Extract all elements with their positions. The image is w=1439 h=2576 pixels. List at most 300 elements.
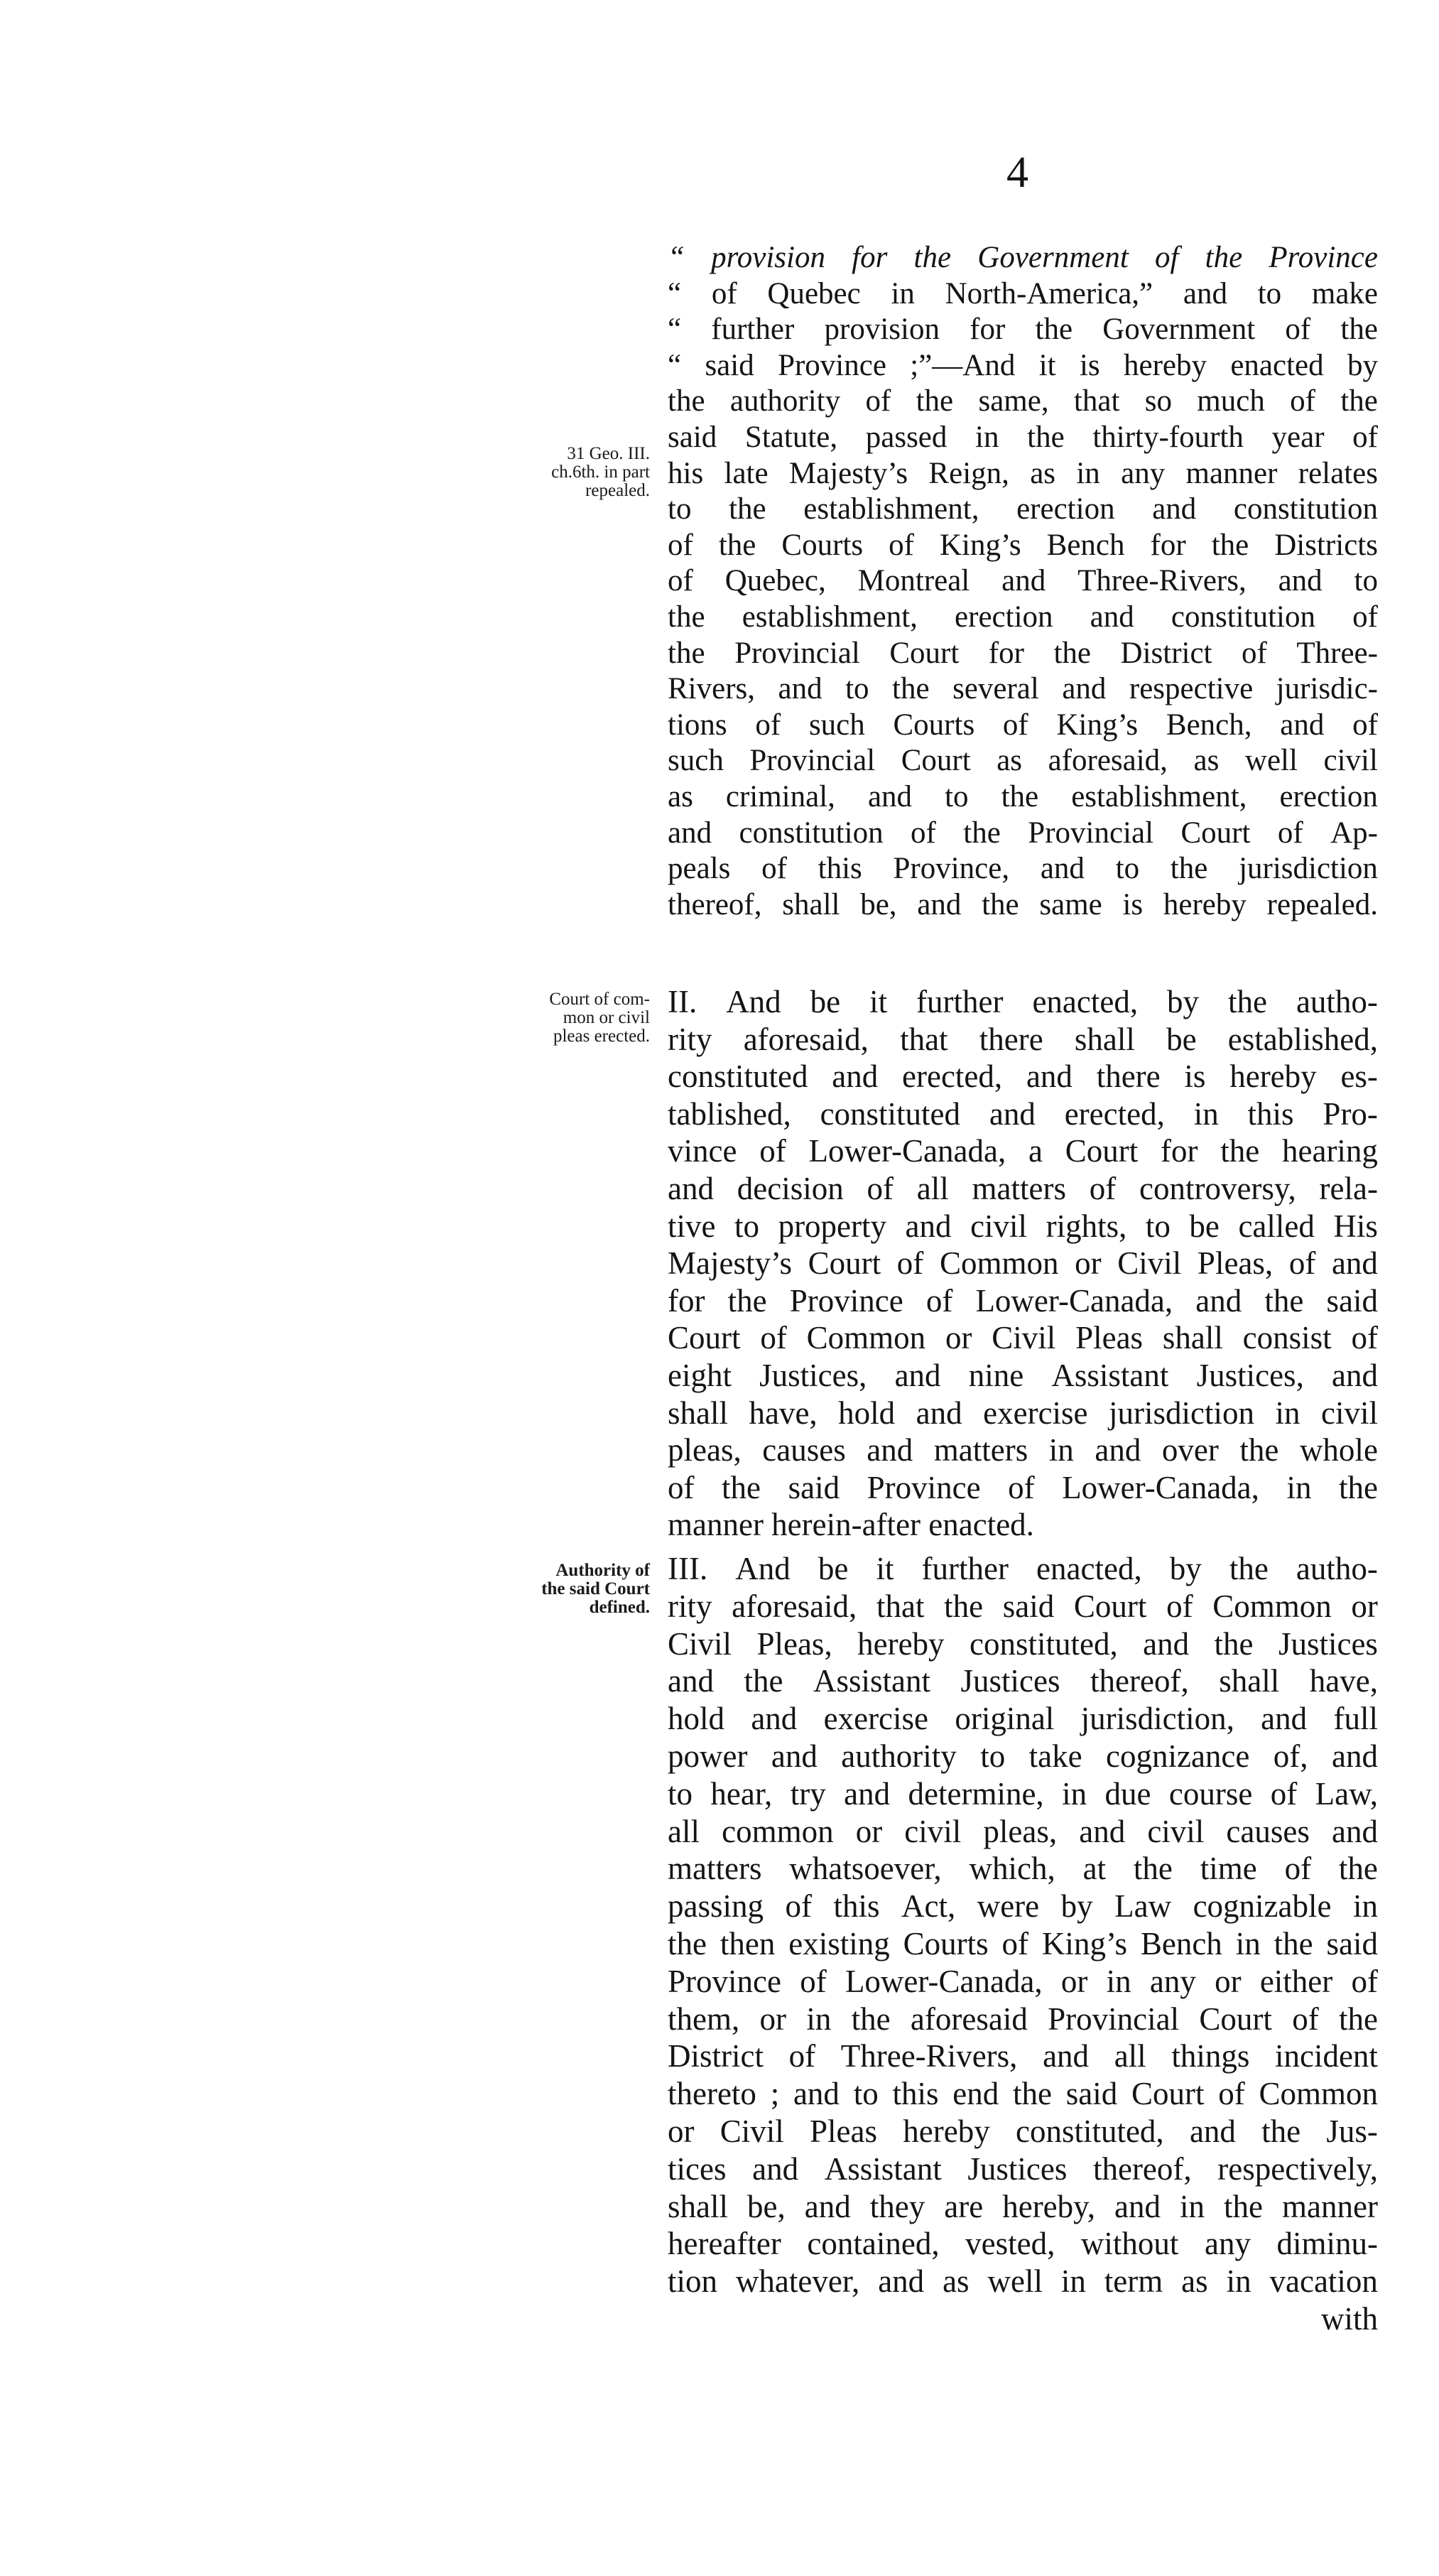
word: of [760,1320,787,1356]
text-line [668,312,1378,348]
word: peals [668,852,731,886]
word: established, [1227,1021,1378,1057]
word: the [1239,1432,1279,1468]
word: any [1204,2226,1251,2262]
text-line [668,1588,1378,1625]
marginal-note-authority [501,1562,650,1617]
word: rity [668,1021,712,1057]
word: and [1043,2038,1090,2074]
word: which, [969,1851,1055,1887]
word: existing [788,1925,890,1961]
word: the [916,384,954,418]
word: that [900,1021,948,1057]
word: thereof, [1090,1663,1189,1699]
word: and [668,1170,714,1206]
word: whatever, [735,2263,860,2300]
word: Three-Rivers, [840,2038,1018,2074]
word: same [1039,887,1102,921]
word: in [1286,1469,1312,1505]
word: And [735,1551,791,1586]
word: hereby [1123,348,1207,382]
word: and [804,2188,851,2224]
word: civil [1323,744,1378,778]
word: in [1062,1775,1087,1812]
word: and [1001,564,1046,598]
word: Pro- [1323,1095,1378,1132]
word: Quebec [767,276,861,310]
text-line [668,1888,1378,1925]
word: and [1278,564,1323,598]
text-line [668,2150,1378,2188]
word: of [1290,384,1315,418]
word: for [1161,1133,1198,1169]
word: or [1075,1245,1102,1282]
word: hearing [1282,1133,1378,1169]
word: in [1235,1925,1261,1961]
word: Bench [1140,1925,1222,1961]
word: hereby [903,2113,990,2149]
word: or [668,2113,695,2149]
word: Common [1212,1588,1332,1624]
word: or [855,1813,883,1849]
word: decision [737,1170,844,1206]
word: eight [668,1357,732,1393]
word: Court [1180,816,1251,850]
word: of [1218,2076,1245,2112]
word: and [917,887,962,921]
word: hereafter [668,2226,781,2262]
word: to [853,2076,879,2112]
text-line [668,276,1378,313]
word: the [668,384,705,418]
word: the [944,1588,984,1624]
word: of [1352,708,1378,742]
word: the [744,1663,783,1699]
word: and [1040,852,1085,886]
word: shall [1219,1663,1280,1699]
word: said [1065,2076,1118,2112]
word: the [729,492,766,526]
word: to [734,1208,760,1244]
marginal-note-line: 31 Geo. III. [567,444,650,463]
word: of [1288,1245,1316,1282]
word: all [668,1813,700,1849]
word: of [759,1133,786,1169]
word: further [921,1551,1009,1586]
word: Law, [1315,1775,1378,1812]
word: Common [939,1245,1059,1282]
word: is [1184,1059,1206,1095]
word: for [668,1282,705,1319]
word: nine [968,1357,1024,1393]
word: time [1200,1851,1257,1887]
word: as [943,2263,970,2300]
section-iii-paragraph [668,1550,1378,2338]
word: such [668,744,724,778]
word: that [1073,384,1120,418]
word: provision [711,241,825,274]
word: King’s [1056,708,1139,742]
word: of [896,1245,924,1282]
word: and [668,816,712,850]
word: the [851,2001,891,2037]
word: the [1170,852,1208,886]
word: respectively, [1217,2150,1378,2187]
word: the [1340,384,1378,418]
word: power [668,1738,748,1774]
word: said [1326,1282,1378,1319]
word: or [1060,1963,1088,1999]
word: thirty-fourth [1092,420,1244,454]
word: hold [838,1395,896,1431]
word: thereto [668,2076,756,2112]
word: Reign, [928,456,1009,490]
word: whatsoever, [789,1851,942,1887]
word: of [1242,636,1267,670]
word: without [1080,2226,1179,2262]
word: any [1121,456,1166,490]
word: several [952,672,1039,706]
word: Courts [893,708,975,742]
word: civil [970,1208,1028,1244]
word: be, [747,2188,786,2224]
word: for [1150,528,1186,562]
word: and [894,1357,941,1393]
word: King’s [1041,1925,1127,1961]
statute-continuation-paragraph [668,240,1378,923]
word: controversy, [1139,1170,1296,1206]
text-line [668,1550,1378,1588]
word: of [788,2038,816,2074]
text-line [668,1738,1378,1775]
word: and [1332,1357,1378,1393]
word: civil [1147,1813,1205,1849]
word: the [1027,420,1065,454]
word: in [975,420,999,454]
word: vince [668,1133,737,1169]
word: diminu- [1276,2226,1378,2262]
word: Court [889,636,960,670]
word: Provincial [1028,816,1154,850]
word: so [1144,384,1172,418]
word: there [979,1021,1043,1057]
text-line [668,1850,1378,1888]
word: causes [1226,1813,1310,1849]
word: constituted [820,1095,961,1132]
text-line [668,1095,1378,1133]
text-line [668,1319,1378,1357]
word: exercise [983,1395,1088,1431]
word: for [970,313,1006,347]
word: causes [762,1432,846,1468]
word: Act, [901,1888,956,1925]
word: it [1038,348,1056,382]
word: constituted, [1015,2113,1164,2149]
word: Lower-Canada, [808,1133,1006,1169]
text-line [668,743,1378,779]
word: the [1133,1851,1173,1887]
word: cognizance [1106,1738,1250,1774]
word: and [1280,708,1325,742]
word: full [1333,1701,1378,1737]
text-line [668,1662,1378,1700]
word: establishment, [803,492,979,526]
word: in [1180,2188,1205,2224]
word: and [905,1208,952,1244]
word: of [867,1170,894,1206]
word: shall [668,1395,728,1431]
text-line [668,384,1378,420]
word: by [1060,1888,1093,1925]
word: Assistant [824,2150,942,2187]
word: enacted [1230,348,1324,382]
word: of [925,1282,953,1319]
text-line [668,1357,1378,1395]
word: Ap- [1330,816,1378,850]
word: as [1193,744,1220,778]
word: of [1351,1963,1378,1999]
word: by [1167,984,1200,1019]
word: at [1082,1851,1107,1887]
word: make [1311,276,1378,310]
text-line [668,1469,1378,1507]
word: the [1012,2076,1052,2112]
word: jurisdiction [1239,852,1378,886]
text-line [668,983,1378,1021]
word: Assistant [813,1663,931,1699]
word: the [913,241,952,274]
word: civil [1321,1395,1378,1431]
word: Pleas [810,2113,878,2149]
word: to [1354,564,1378,598]
word: are [944,2188,984,2224]
word: criminal, [725,779,835,813]
word: and [1090,600,1134,634]
word: Government [1102,313,1256,347]
word: of [1352,600,1378,634]
word: and [752,2150,799,2187]
word: Bench, [1166,708,1252,742]
text-line [668,563,1378,600]
word: the [1205,241,1243,274]
word: over [1161,1432,1219,1468]
text-line [668,456,1378,492]
word: of [800,1963,827,1999]
word: Civil [992,1320,1056,1356]
word: Three-Rivers, [1077,564,1247,598]
text-line [668,1208,1378,1245]
word: or [1351,1588,1378,1624]
word: hereby, [1002,2188,1095,2224]
word: III. [668,1551,708,1586]
word: consist [1242,1320,1332,1356]
word: hereby [857,1625,945,1662]
word: Court [1199,2001,1272,2037]
word: repealed. [1266,887,1378,921]
word: and [1026,1059,1073,1095]
text-line [668,2225,1378,2263]
word: such [808,708,865,742]
word: Government [977,241,1129,274]
word: the [963,816,1001,850]
word: of [668,564,693,598]
word: in [1076,456,1100,490]
word: exercise [823,1701,929,1737]
word: and [1331,1245,1378,1282]
text-line [668,492,1378,528]
word: autho- [1296,984,1378,1019]
catchword: with [1320,2300,1378,2337]
word: the [1340,313,1378,347]
word: Pleas, [1197,1245,1274,1282]
word: things [1171,2038,1250,2074]
word: called [1238,1208,1315,1244]
word: and [867,1432,913,1468]
word: Montreal [857,564,970,598]
word: es- [1340,1059,1378,1095]
word: of [1008,1469,1035,1505]
word: of [711,276,737,310]
word: shall [668,2188,728,2224]
word: Court [901,744,971,778]
word: be [818,1551,849,1586]
word: of [1284,1851,1312,1887]
word: manner [1282,2188,1378,2224]
word: of [865,384,891,418]
word: the [1339,2001,1378,2037]
word: and [989,1095,1036,1132]
word: jurisdiction, [1080,1701,1234,1737]
word: term [1104,2263,1163,2300]
word: for [988,636,1024,670]
word: Common [806,1320,926,1356]
word: and [1189,2113,1236,2149]
word: further [916,984,1004,1019]
word: and [1114,2188,1161,2224]
text-line [668,2263,1378,2300]
word: the [1224,2188,1264,2224]
word: erection [955,600,1053,634]
word: aforesaid, [1048,744,1168,778]
word: said [1002,1588,1055,1624]
text-line [668,1132,1378,1170]
marginal-note-line: defined. [589,1598,650,1617]
word: civil [904,1813,962,1849]
word: II. [668,984,697,1019]
word: to [668,1775,693,1812]
text-line [668,1775,1378,1813]
word: His [1333,1208,1378,1244]
word: respective [1129,672,1254,706]
word: in [1106,1963,1131,1999]
word: District [668,2038,764,2074]
word: thereof, [668,887,762,921]
marginal-note-court-erected [501,990,650,1046]
word: and [1062,672,1107,706]
word: Province, [893,852,1010,886]
text-line [668,779,1378,816]
word: Province [789,1282,903,1319]
word: of [1292,2001,1319,2037]
word: hear, [710,1775,773,1812]
word: Assistant [1051,1357,1169,1393]
word: they [869,2188,925,2224]
word: is [1122,887,1144,921]
text-line [668,671,1378,708]
word: either [1259,1963,1333,1999]
word: shall [1162,1320,1223,1356]
word: tive [668,1208,716,1244]
word: whole [1299,1432,1378,1468]
word: be, [860,887,897,921]
word: to [845,672,869,706]
word: well [1244,744,1298,778]
word: to [1115,852,1140,886]
word: and [916,1395,962,1431]
word: end [952,2076,999,2112]
word: the [1261,2113,1301,2149]
text-line [668,708,1378,744]
word: hereby [1229,1059,1317,1095]
word: Civil [1117,1245,1182,1282]
word: of [1285,313,1311,347]
word: cognizable [1193,1888,1332,1925]
word: and [1079,1813,1126,1849]
word: shall [1074,1021,1135,1057]
marginal-note-line: pleas erected. [553,1027,650,1046]
word: Lower-Canada, [845,1963,1043,1999]
word: Provincial [749,744,876,778]
word: of [668,528,693,562]
word: the [1001,779,1039,813]
word: Court [1065,1133,1139,1169]
word: Court [808,1245,881,1282]
word: Court [668,1320,741,1356]
word: Province [778,348,886,382]
word: the [1220,1133,1260,1169]
word: Rivers, [668,672,756,706]
word: vacation [1269,2263,1378,2300]
word: to [980,1738,1006,1774]
word: for [852,241,888,274]
text-line: manner herein-after enacted. [668,1507,1034,1543]
text-line [668,636,1378,672]
word: erection [1016,492,1115,526]
text-line [668,2075,1378,2113]
word: same, [978,384,1049,418]
word: in [1048,1432,1074,1468]
word: to [945,779,969,813]
word: of [1277,816,1303,850]
word: Three- [1296,636,1378,670]
word: King’s [939,528,1021,562]
word: establishment, [742,600,918,634]
word: and [771,1738,818,1774]
word: common [722,1813,834,1849]
word: all [916,1170,949,1206]
word: constituted, [969,1625,1118,1662]
word: Bench [1046,528,1125,562]
word: and [1195,1282,1242,1319]
word: this [818,852,862,886]
word: and [878,2263,925,2300]
marginal-note-repeal [501,445,650,500]
word: as [668,779,693,813]
text-line [668,1395,1378,1432]
word: rela- [1319,1170,1378,1206]
word: Common [1259,2076,1378,2112]
word: North-America,” [945,276,1153,310]
